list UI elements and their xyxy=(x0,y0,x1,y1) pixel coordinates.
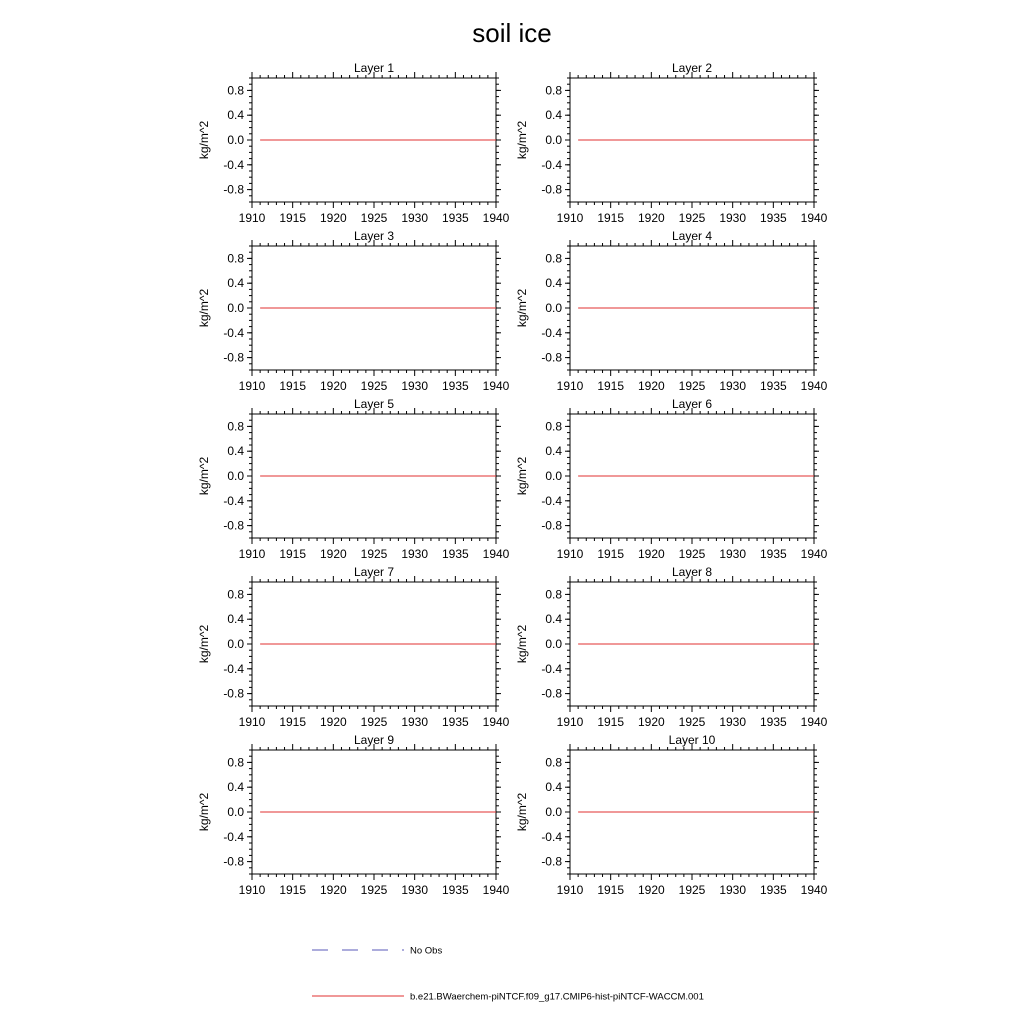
x-tick-label: 1935 xyxy=(441,883,469,897)
x-tick-label: 1910 xyxy=(238,379,266,393)
x-tick-label: 1940 xyxy=(800,883,828,897)
y-tick-label: -0.4 xyxy=(223,829,244,844)
y-tick-label: -0.4 xyxy=(223,157,244,172)
y-tick-label: -0.4 xyxy=(541,829,562,844)
x-tick-label: 1920 xyxy=(319,715,347,729)
x-tick-label: 1915 xyxy=(279,883,307,897)
x-tick-label: 1915 xyxy=(597,211,625,225)
x-tick-label: 1930 xyxy=(719,379,747,393)
x-tick-label: 1930 xyxy=(401,547,429,561)
y-tick-label: 0.4 xyxy=(227,108,244,123)
panel-5 xyxy=(197,397,510,561)
panel-title: Layer 9 xyxy=(353,733,395,747)
y-tick-label: -0.4 xyxy=(541,661,562,676)
x-tick-label: 1915 xyxy=(597,379,625,393)
x-tick-label: 1915 xyxy=(279,715,307,729)
panel-title: Layer 10 xyxy=(668,733,716,747)
y-tick-label: 0.4 xyxy=(227,444,244,459)
panel-7 xyxy=(197,565,510,729)
x-tick-label: 1930 xyxy=(401,715,429,729)
y-tick-label: 0.0 xyxy=(227,637,244,651)
panel-9 xyxy=(197,733,510,897)
y-tick-label: -0.4 xyxy=(223,661,244,676)
y-tick-label: -0.8 xyxy=(223,854,244,869)
y-tick-label: 0.0 xyxy=(545,637,562,651)
panel-title: Layer 5 xyxy=(353,397,395,411)
y-tick-label: 0.8 xyxy=(545,83,562,98)
panel-10 xyxy=(515,733,828,897)
x-tick-label: 1940 xyxy=(800,547,828,561)
y-tick-label: -0.8 xyxy=(223,518,244,533)
x-tick-label: 1910 xyxy=(556,211,584,225)
x-tick-label: 1925 xyxy=(678,379,706,393)
panel-title: Layer 8 xyxy=(671,565,713,579)
y-tick-label: -0.8 xyxy=(541,182,562,197)
x-tick-label: 1925 xyxy=(678,883,706,897)
y-tick-label: 0.0 xyxy=(545,469,562,483)
legend-label: No Obs xyxy=(410,945,443,957)
y-tick-label: 0.4 xyxy=(227,780,244,795)
panels xyxy=(197,61,828,897)
x-tick-label: 1925 xyxy=(678,547,706,561)
y-tick-label: 0.0 xyxy=(227,133,244,147)
y-tick-label: 0.8 xyxy=(227,251,244,266)
y-tick-label: 0.8 xyxy=(227,419,244,434)
x-tick-label: 1925 xyxy=(678,715,706,729)
y-tick-label: 0.8 xyxy=(227,587,244,602)
y-axis-label: kg/m^2 xyxy=(197,624,211,664)
panel-title: Layer 2 xyxy=(671,61,713,75)
y-tick-label: 0.4 xyxy=(545,108,562,123)
x-tick-label: 1915 xyxy=(597,883,625,897)
x-tick-label: 1920 xyxy=(637,547,665,561)
y-axis-label: kg/m^2 xyxy=(197,120,211,160)
y-axis-label: kg/m^2 xyxy=(515,792,529,832)
y-tick-label: -0.8 xyxy=(541,518,562,533)
x-tick-label: 1940 xyxy=(482,211,510,225)
x-tick-label: 1930 xyxy=(401,211,429,225)
x-tick-label: 1910 xyxy=(556,547,584,561)
y-tick-label: 0.8 xyxy=(545,419,562,434)
panel-title: Layer 7 xyxy=(353,565,395,579)
legend-label: b.e21.BWaerchem-piNTCF.f09_g17.CMIP6-hist-piNTCF-WACCM.001 xyxy=(410,991,704,1003)
panel-title: Layer 1 xyxy=(353,61,395,75)
y-tick-label: 0.8 xyxy=(227,83,244,98)
panel-title: Layer 4 xyxy=(671,229,713,243)
y-tick-label: -0.8 xyxy=(223,686,244,701)
x-tick-label: 1920 xyxy=(319,379,347,393)
x-tick-label: 1910 xyxy=(556,715,584,729)
x-tick-label: 1940 xyxy=(800,379,828,393)
y-tick-label: 0.8 xyxy=(545,755,562,770)
y-tick-label: -0.4 xyxy=(541,493,562,508)
x-tick-label: 1920 xyxy=(637,211,665,225)
y-tick-label: 0.0 xyxy=(545,133,562,147)
x-tick-label: 1920 xyxy=(319,211,347,225)
panel-2 xyxy=(515,61,828,225)
y-tick-label: 0.4 xyxy=(545,780,562,795)
panel-8 xyxy=(515,565,828,729)
y-tick-label: 0.8 xyxy=(227,755,244,770)
x-tick-label: 1935 xyxy=(441,715,469,729)
y-tick-label: 0.0 xyxy=(227,805,244,819)
x-tick-label: 1935 xyxy=(759,211,787,225)
y-tick-label: 0.0 xyxy=(545,301,562,315)
y-tick-label: -0.4 xyxy=(223,493,244,508)
y-tick-label: 0.8 xyxy=(545,587,562,602)
x-tick-label: 1930 xyxy=(719,211,747,225)
x-tick-label: 1925 xyxy=(360,547,388,561)
x-tick-label: 1935 xyxy=(759,547,787,561)
x-tick-label: 1935 xyxy=(759,715,787,729)
x-tick-label: 1940 xyxy=(482,547,510,561)
x-tick-label: 1915 xyxy=(597,715,625,729)
y-tick-label: -0.8 xyxy=(541,686,562,701)
x-tick-label: 1925 xyxy=(678,211,706,225)
y-axis-label: kg/m^2 xyxy=(197,792,211,832)
y-axis-label: kg/m^2 xyxy=(197,456,211,496)
y-axis-label: kg/m^2 xyxy=(197,288,211,328)
y-tick-label: 0.0 xyxy=(227,469,244,483)
x-tick-label: 1940 xyxy=(800,211,828,225)
y-axis-label: kg/m^2 xyxy=(515,456,529,496)
x-tick-label: 1915 xyxy=(279,211,307,225)
x-tick-label: 1920 xyxy=(637,379,665,393)
legend xyxy=(312,946,704,1003)
x-tick-label: 1940 xyxy=(800,715,828,729)
panel-3 xyxy=(197,229,510,393)
y-tick-label: 0.4 xyxy=(545,276,562,291)
x-tick-label: 1910 xyxy=(556,883,584,897)
x-tick-label: 1935 xyxy=(441,547,469,561)
y-tick-label: 0.8 xyxy=(545,251,562,266)
x-tick-label: 1915 xyxy=(279,379,307,393)
x-tick-label: 1930 xyxy=(401,379,429,393)
x-tick-label: 1910 xyxy=(556,379,584,393)
figure-title: soil ice xyxy=(472,18,552,48)
x-tick-label: 1910 xyxy=(238,211,266,225)
y-tick-label: -0.8 xyxy=(223,182,244,197)
y-tick-label: 0.4 xyxy=(227,612,244,627)
panel-1 xyxy=(197,61,510,225)
y-tick-label: 0.4 xyxy=(545,444,562,459)
y-tick-label: -0.8 xyxy=(541,350,562,365)
y-tick-label: 0.0 xyxy=(227,301,244,315)
x-tick-label: 1920 xyxy=(637,883,665,897)
y-tick-label: -0.8 xyxy=(541,854,562,869)
x-tick-label: 1920 xyxy=(637,715,665,729)
x-tick-label: 1935 xyxy=(759,379,787,393)
y-axis-label: kg/m^2 xyxy=(515,288,529,328)
x-tick-label: 1915 xyxy=(279,547,307,561)
y-tick-label: -0.4 xyxy=(541,325,562,340)
x-tick-label: 1940 xyxy=(482,883,510,897)
x-tick-label: 1930 xyxy=(719,547,747,561)
x-tick-label: 1925 xyxy=(360,211,388,225)
x-tick-label: 1935 xyxy=(441,211,469,225)
x-tick-label: 1925 xyxy=(360,715,388,729)
x-tick-label: 1930 xyxy=(401,883,429,897)
y-tick-label: -0.4 xyxy=(541,157,562,172)
x-tick-label: 1920 xyxy=(319,883,347,897)
x-tick-label: 1920 xyxy=(319,547,347,561)
x-tick-label: 1930 xyxy=(719,883,747,897)
x-tick-label: 1930 xyxy=(719,715,747,729)
y-tick-label: 0.0 xyxy=(545,805,562,819)
panel-4 xyxy=(515,229,828,393)
panel-title: Layer 3 xyxy=(353,229,395,243)
y-tick-label: -0.4 xyxy=(223,325,244,340)
y-axis-label: kg/m^2 xyxy=(515,120,529,160)
panel-title: Layer 6 xyxy=(671,397,713,411)
x-tick-label: 1910 xyxy=(238,547,266,561)
x-tick-label: 1940 xyxy=(482,379,510,393)
x-tick-label: 1915 xyxy=(597,547,625,561)
x-tick-label: 1925 xyxy=(360,379,388,393)
panel-6 xyxy=(515,397,828,561)
x-tick-label: 1925 xyxy=(360,883,388,897)
x-tick-label: 1935 xyxy=(759,883,787,897)
legend-entry xyxy=(312,992,704,1003)
y-tick-label: 0.4 xyxy=(545,612,562,627)
y-axis-label: kg/m^2 xyxy=(515,624,529,664)
x-tick-label: 1910 xyxy=(238,715,266,729)
y-tick-label: -0.8 xyxy=(223,350,244,365)
legend-entry xyxy=(312,946,442,957)
x-tick-label: 1935 xyxy=(441,379,469,393)
y-tick-label: 0.4 xyxy=(227,276,244,291)
x-tick-label: 1940 xyxy=(482,715,510,729)
x-tick-label: 1910 xyxy=(238,883,266,897)
